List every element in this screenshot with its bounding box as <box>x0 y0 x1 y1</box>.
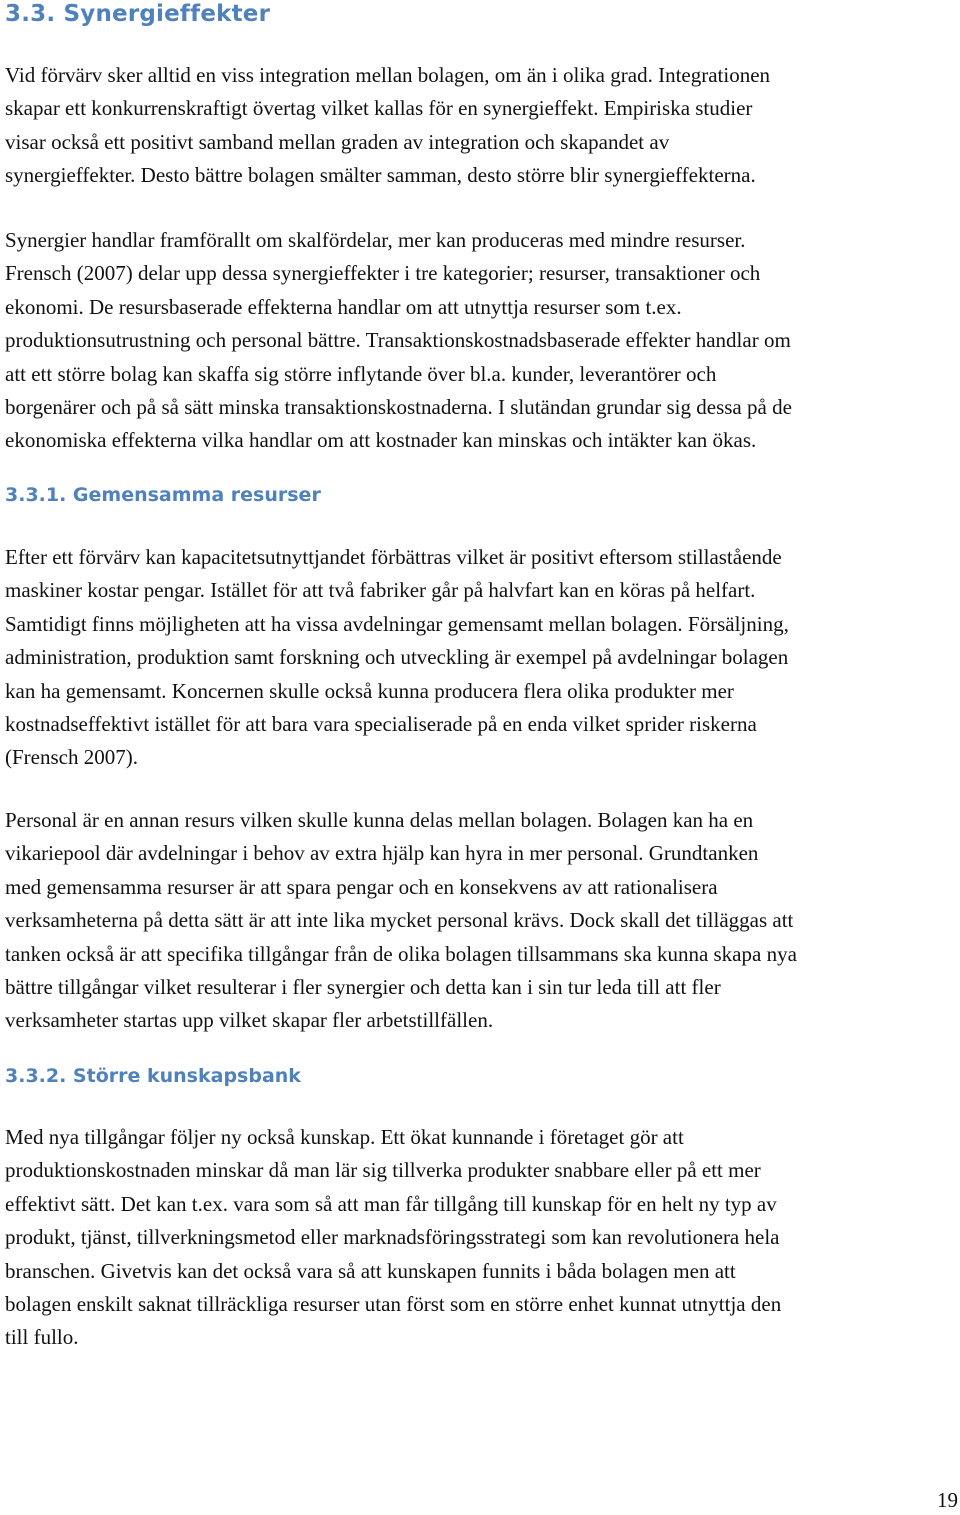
text-line: att ett större bolag kan skaffa sig större inflytande över bl.a. kunder, leverantörer och <box>5 361 717 386</box>
text-line: bättre tillgångar vilket resulterar i fler synergier och detta kan i sin tur leda till att fler <box>5 975 721 1000</box>
text-line: produktionskostnaden minskar då man lär sig tillverka produkter snabbare eller på ett mer <box>5 1158 761 1183</box>
text-line: branschen. Givetvis kan det också vara så att kunskapen funnits i båda bolagen men att <box>5 1258 736 1283</box>
text-line: tanken också är att specifika tillgångar från de olika bolagen tillsammans ska kunna skapa nya <box>5 941 797 966</box>
text-line: Efter ett förvärv kan kapacitetsutnyttjandet förbättras vilket är positivt eftersom stillastående <box>5 545 782 569</box>
text-line: skapar ett konkurrenskraftigt övertag vilket kallas för en synergieffekt. Empiriska studier <box>5 96 753 121</box>
subsection-heading-shared-resources: 3.3.1. Gemensamma resurser <box>5 484 321 506</box>
text-line: Vid förvärv sker alltid en viss integration mellan bolagen, om än i olika grad. Integrationen <box>5 63 771 87</box>
text-line: med gemensamma resurser är att spara pengar och en konsekvens av att rationalisera <box>5 874 718 899</box>
text-line: verksamheter startas upp vilket skapar fler arbetstillfällen. <box>5 1008 494 1033</box>
page-number: 19 <box>937 1488 958 1512</box>
text-line: Synergier handlar framförallt om skalfördelar, mer kan produceras med mindre resurser. <box>5 228 746 252</box>
text-line: ekonomiska effekterna vilka handlar om att kostnader kan minskas och intäkter kan ökas. <box>5 428 757 453</box>
paragraph-integration <box>5 59 770 193</box>
section-heading: 3.3. Synergieffekter <box>5 1 271 27</box>
text-line: administration, produktion samt forskning och utveckling är exempel på avdelningar bolagen <box>5 645 789 670</box>
text-line: kostnadseffektivt istället för att bara vara specialiserade på en enda vilket sprider riskerna <box>5 712 757 737</box>
text-line: kan ha gemensamt. Koncernen skulle också kunna producera flera olika produkter mer <box>5 678 734 703</box>
text-line: Personal är en annan resurs vilken skulle kunna delas mellan bolagen. Bolagen kan ha en <box>5 808 754 832</box>
text-line: synergieffekter. Desto bättre bolagen smälter samman, desto större blir synergieffekterna. <box>5 163 756 188</box>
text-line: verksamheterna på detta sätt är att inte lika mycket personal krävs. Dock skall det tilläggas att <box>5 908 794 933</box>
text-line: Med nya tillgångar följer ny också kunskap. Ett ökat kunnande i företaget gör att <box>5 1125 684 1149</box>
subsection-heading-knowledge-bank: 3.3.2. Större kunskapsbank <box>5 1065 301 1087</box>
paragraph-capacity <box>5 541 789 775</box>
text-line: till fullo. <box>5 1325 79 1350</box>
text-line: visar också ett positivt samband mellan graden av integration och skapandet av <box>5 129 670 154</box>
text-line: bolagen enskilt saknat tillräckliga resurser utan först som en större enhet kunnat utnyttja den <box>5 1292 782 1317</box>
text-line: (Frensch 2007). <box>5 745 138 770</box>
text-line: effektivt sätt. Det kan t.ex. vara som så att man får tillgång till kunskap för en helt ny typ av <box>5 1191 777 1216</box>
text-line: ekonomi. De resursbaserade effekterna handlar om att utnyttja resurser som t.ex. <box>5 294 682 319</box>
text-line: maskiner kostar pengar. Istället för att två fabriker går på halvfart kan en köras på helfart. <box>5 578 756 603</box>
paragraph-synergy-categories <box>5 224 792 458</box>
text-line: Frensch (2007) delar upp dessa synergieffekter i tre kategorier; resurser, transaktioner och <box>5 261 761 286</box>
text-line: produkt, tjänst, tillverkningsmetod eller marknadsföringsstrategi som kan revolutionera hela <box>5 1225 780 1250</box>
text-line: borgenärer och på så sätt minska transaktionskostnaderna. I slutändan grundar sig dessa på de <box>5 395 792 420</box>
text-line: vikariepool där avdelningar i behov av extra hjälp kan hyra in mer personal. Grundtanken <box>5 841 759 866</box>
text-line: Samtidigt finns möjligheten att ha vissa avdelningar gemensamt mellan bolagen. Försäljning, <box>5 611 789 636</box>
text-line: produktionsutrustning och personal bättre. Transaktionskostnadsbaserade effekter handlar om <box>5 328 791 353</box>
paragraph-knowledge <box>5 1121 781 1355</box>
paragraph-personnel <box>5 804 797 1038</box>
